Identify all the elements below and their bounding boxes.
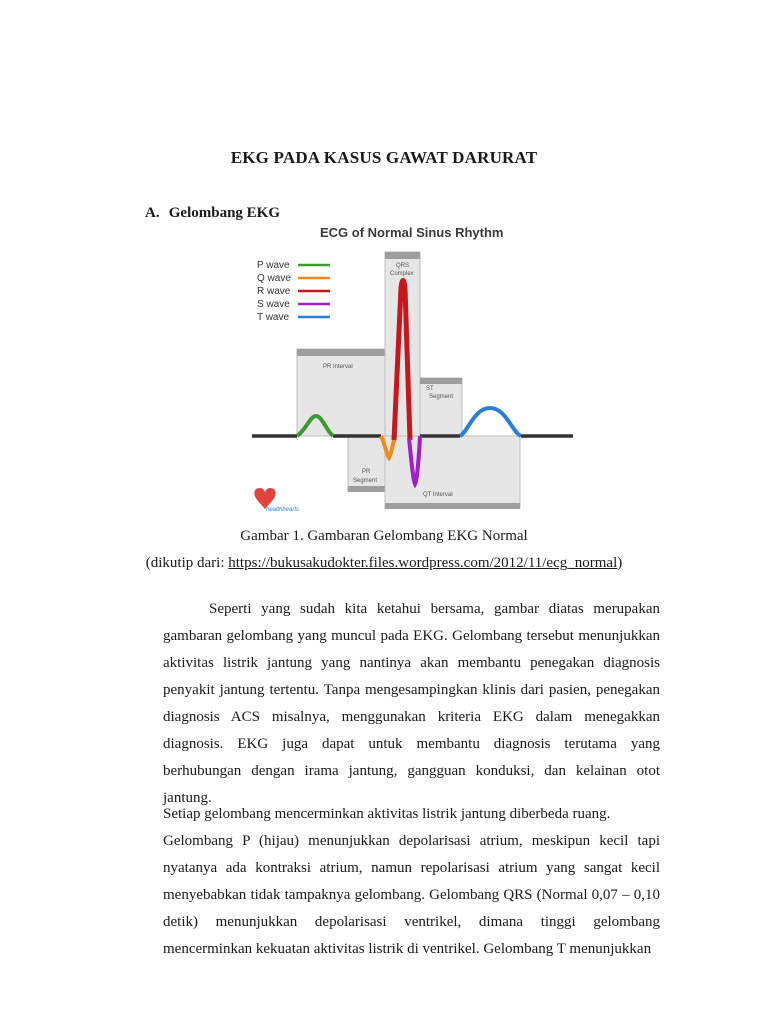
heart-icon xyxy=(254,488,275,509)
figure-source xyxy=(0,555,768,572)
section-number: A. xyxy=(145,205,160,221)
source-link[interactable]: https://bukusakudokter.files.wordpress.com/2012/11/ecg_normal xyxy=(228,555,618,571)
st-label-line2: Segment xyxy=(429,394,454,400)
st-segment-bar xyxy=(420,378,462,384)
paragraph-2-rest: Gelombang P (hijau) menunjukkan depolarisasi atrium, meskipun kecil tapi nyatanya ada kontraksi atrium, namun repolarisasi atrium yang sangat kecil menyebabkan tidak tampaknya gelombang. Gelombang QRS (Normal 0,07 – 0,10 detik) menunjukkan depolarisasi ventrikel, dimana tinggi gelombang mencerminkan kekuatan aktivitas listrik di ventrikel. Gelombang T menunjukkan xyxy=(163,833,660,957)
figure-caption: Gambar 1. Gambaran Gelombang EKG Normal xyxy=(240,528,528,544)
legend-p-label: P wave xyxy=(257,260,290,271)
st-label-line1: ST xyxy=(426,386,434,392)
qt-interval-bar xyxy=(385,503,520,509)
ecg-chart-title: ECG of Normal Sinus Rhythm xyxy=(320,225,504,240)
source-prefix: (dikutip dari: xyxy=(145,555,229,571)
source-suffix: ) xyxy=(617,555,623,571)
qrs-complex-bar xyxy=(385,252,420,259)
pr-interval-bar xyxy=(297,349,385,356)
paragraph-1: Seperti yang sudah kita ketahui bersama, gambar diatas merupakan gambaran gelombang yang muncul pada EKG. Gelombang tersebut menunjukkan aktivitas listrik jantung yang nantinya akan membantu penegakan diagnosis penyakit jantung tertentu. Tanpa mengesampingkan klinis dari pasien, penegakan diagnosis ACS misalnya, menggunakan kriteria EKG dalam menegakkan diagnosis. EKG juga dapat untuk membantu diagnosis terutama yang berhubungan dengan irama jantung, gangguan konduksi, dan kelainan otot jantung. xyxy=(163,601,660,806)
qrs-label-line1: QRS xyxy=(396,263,410,269)
qrs-label-line2: Complex xyxy=(390,271,414,277)
legend-s-label: S wave xyxy=(257,299,290,310)
healthhearts-logo xyxy=(254,488,299,513)
paragraph-2 xyxy=(163,801,660,963)
document-title: EKG PADA KASUS GAWAT DARURAT xyxy=(230,148,538,167)
pr-seg-label-line1: PR xyxy=(362,469,371,475)
ecg-legend xyxy=(257,260,330,323)
legend-q-label: Q wave xyxy=(257,273,291,284)
t-wave xyxy=(460,408,521,436)
legend-r-label: R wave xyxy=(257,286,291,297)
legend-t-label: T wave xyxy=(257,312,290,323)
paragraph-2-lead: Setiap gelombang mencerminkan aktivitas listrik jantung diberbeda ruang. xyxy=(163,806,611,822)
pr-seg-label-line2: Segment xyxy=(353,478,378,484)
pr-interval-label: PR Interval xyxy=(323,364,353,370)
qt-interval-label: QT Interval xyxy=(423,492,453,498)
logo-text: healthhearts xyxy=(266,507,300,513)
section-title: Gelombang EKG xyxy=(168,205,281,221)
pr-segment-bar xyxy=(348,486,385,492)
ecg-figure xyxy=(248,218,578,523)
